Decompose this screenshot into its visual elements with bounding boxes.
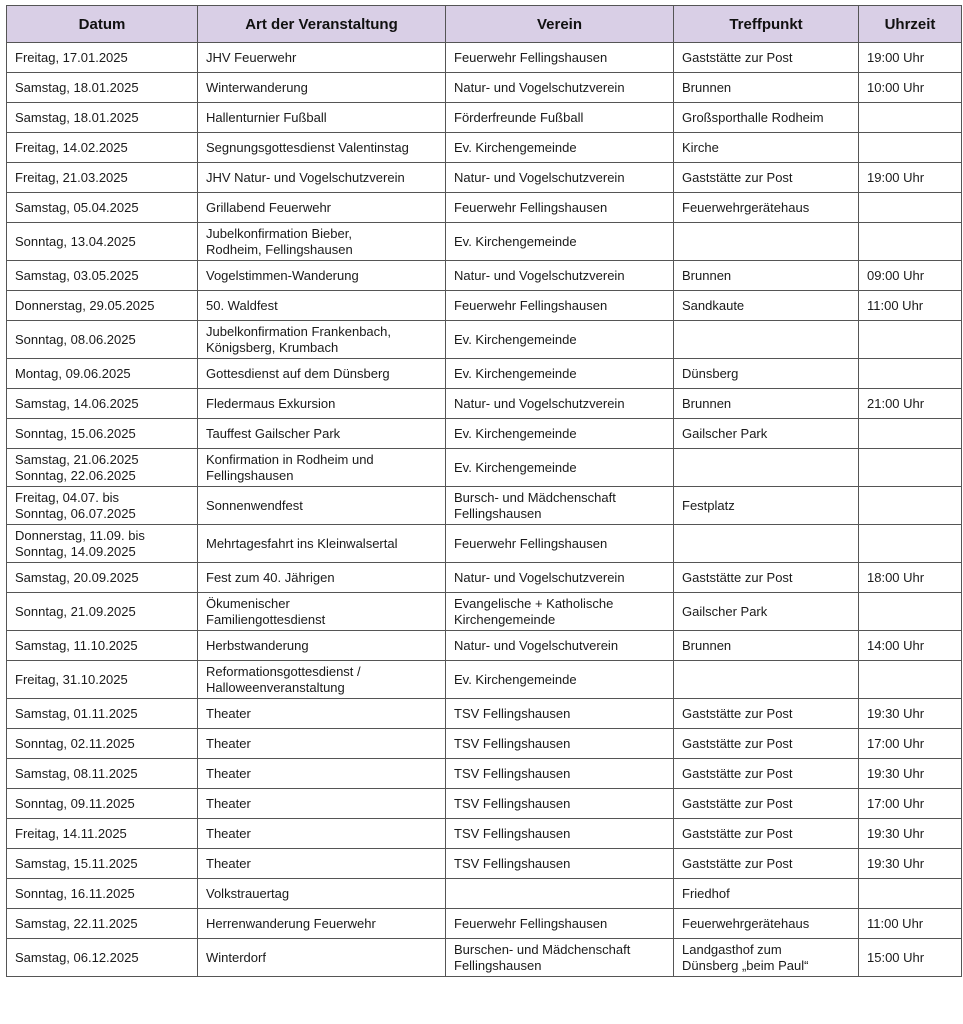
- time-cell: 21:00 Uhr: [859, 389, 962, 419]
- date-cell: Sonntag, 09.11.2025: [7, 789, 198, 819]
- meeting-point-cell: Festplatz: [674, 487, 859, 525]
- event-cell: Hallenturnier Fußball: [198, 103, 446, 133]
- club-cell: Ev. Kirchengemeinde: [446, 449, 674, 487]
- time-cell: 10:00 Uhr: [859, 73, 962, 103]
- header-verein: Verein: [446, 6, 674, 43]
- header-treffpunkt: Treffpunkt: [674, 6, 859, 43]
- event-cell: Ökumenischer Familiengottesdienst: [198, 593, 446, 631]
- event-cell: Theater: [198, 699, 446, 729]
- club-cell: Feuerwehr Fellingshausen: [446, 291, 674, 321]
- event-cell: Reformationsgottesdienst / Halloweenveranstaltung: [198, 661, 446, 699]
- table-row: [7, 487, 962, 525]
- time-cell: 19:30 Uhr: [859, 819, 962, 849]
- table-body: [7, 43, 962, 977]
- table-row: [7, 593, 962, 631]
- date-cell: Donnerstag, 29.05.2025: [7, 291, 198, 321]
- meeting-point-cell: Großsporthalle Rodheim: [674, 103, 859, 133]
- table-row: [7, 849, 962, 879]
- meeting-point-cell: Gaststätte zur Post: [674, 563, 859, 593]
- club-cell: Feuerwehr Fellingshausen: [446, 43, 674, 73]
- event-cell: Winterdorf: [198, 939, 446, 977]
- table-row: [7, 261, 962, 291]
- meeting-point-cell: [674, 321, 859, 359]
- time-cell: [859, 103, 962, 133]
- event-cell: Herrenwanderung Feuerwehr: [198, 909, 446, 939]
- table-row: [7, 73, 962, 103]
- time-cell: [859, 487, 962, 525]
- table-row: [7, 631, 962, 661]
- date-cell: Sonntag, 16.11.2025: [7, 879, 198, 909]
- time-cell: [859, 593, 962, 631]
- event-cell: Sonnenwendfest: [198, 487, 446, 525]
- header-art-der-veranstaltung: Art der Veranstaltung: [198, 6, 446, 43]
- time-cell: [859, 133, 962, 163]
- event-cell: Jubelkonfirmation Bieber, Rodheim, Fellingshausen: [198, 223, 446, 261]
- meeting-point-cell: Gailscher Park: [674, 419, 859, 449]
- event-cell: Konfirmation in Rodheim und Fellingshausen: [198, 449, 446, 487]
- time-cell: 17:00 Uhr: [859, 729, 962, 759]
- club-cell: TSV Fellingshausen: [446, 849, 674, 879]
- meeting-point-cell: Gaststätte zur Post: [674, 819, 859, 849]
- date-cell: Samstag, 20.09.2025: [7, 563, 198, 593]
- table-row: [7, 449, 962, 487]
- meeting-point-cell: Gailscher Park: [674, 593, 859, 631]
- date-cell: Samstag, 14.06.2025: [7, 389, 198, 419]
- time-cell: 19:00 Uhr: [859, 43, 962, 73]
- time-cell: [859, 525, 962, 563]
- meeting-point-cell: Friedhof: [674, 879, 859, 909]
- club-cell: Ev. Kirchengemeinde: [446, 359, 674, 389]
- event-cell: Mehrtagesfahrt ins Kleinwalsertal: [198, 525, 446, 563]
- time-cell: [859, 193, 962, 223]
- club-cell: Feuerwehr Fellingshausen: [446, 909, 674, 939]
- header-datum: Datum: [7, 6, 198, 43]
- table-row: [7, 939, 962, 977]
- meeting-point-cell: Brunnen: [674, 631, 859, 661]
- meeting-point-cell: [674, 223, 859, 261]
- date-cell: Sonntag, 21.09.2025: [7, 593, 198, 631]
- table-header-row: [7, 6, 962, 43]
- date-cell: Freitag, 31.10.2025: [7, 661, 198, 699]
- event-cell: Theater: [198, 849, 446, 879]
- meeting-point-cell: Kirche: [674, 133, 859, 163]
- table-row: [7, 699, 962, 729]
- meeting-point-cell: [674, 661, 859, 699]
- club-cell: Ev. Kirchengemeinde: [446, 661, 674, 699]
- table-row: [7, 419, 962, 449]
- club-cell: Ev. Kirchengemeinde: [446, 133, 674, 163]
- table-row: [7, 43, 962, 73]
- club-cell: TSV Fellingshausen: [446, 819, 674, 849]
- meeting-point-cell: Landgasthof zum Dünsberg „beim Paul“: [674, 939, 859, 977]
- event-cell: Fledermaus Exkursion: [198, 389, 446, 419]
- date-cell: Samstag, 05.04.2025: [7, 193, 198, 223]
- date-cell: Montag, 09.06.2025: [7, 359, 198, 389]
- meeting-point-cell: Gaststätte zur Post: [674, 729, 859, 759]
- table-row: [7, 759, 962, 789]
- club-cell: Feuerwehr Fellingshausen: [446, 193, 674, 223]
- table-row: [7, 819, 962, 849]
- club-cell: Förderfreunde Fußball: [446, 103, 674, 133]
- table-row: [7, 359, 962, 389]
- club-cell: Ev. Kirchengemeinde: [446, 321, 674, 359]
- event-cell: 50. Waldfest: [198, 291, 446, 321]
- date-cell: Sonntag, 13.04.2025: [7, 223, 198, 261]
- date-cell: Sonntag, 08.06.2025: [7, 321, 198, 359]
- table-row: [7, 525, 962, 563]
- date-cell: Sonntag, 15.06.2025: [7, 419, 198, 449]
- event-cell: Segnungsgottesdienst Valentinstag: [198, 133, 446, 163]
- date-cell: Samstag, 03.05.2025: [7, 261, 198, 291]
- meeting-point-cell: Brunnen: [674, 389, 859, 419]
- time-cell: [859, 661, 962, 699]
- event-cell: Theater: [198, 759, 446, 789]
- header-uhrzeit: Uhrzeit: [859, 6, 962, 43]
- club-cell: Ev. Kirchengemeinde: [446, 223, 674, 261]
- meeting-point-cell: Brunnen: [674, 261, 859, 291]
- meeting-point-cell: Feuerwehrgerätehaus: [674, 909, 859, 939]
- date-cell: Sonntag, 02.11.2025: [7, 729, 198, 759]
- time-cell: [859, 321, 962, 359]
- club-cell: Natur- und Vogelschutzverein: [446, 163, 674, 193]
- date-cell: Samstag, 18.01.2025: [7, 73, 198, 103]
- club-cell: Ev. Kirchengemeinde: [446, 419, 674, 449]
- event-cell: Volkstrauertag: [198, 879, 446, 909]
- table-row: [7, 909, 962, 939]
- time-cell: 11:00 Uhr: [859, 291, 962, 321]
- time-cell: [859, 359, 962, 389]
- table-row: [7, 103, 962, 133]
- event-cell: Vogelstimmen-Wanderung: [198, 261, 446, 291]
- club-cell: Natur- und Vogelschutzverein: [446, 261, 674, 291]
- date-cell: Freitag, 21.03.2025: [7, 163, 198, 193]
- club-cell: TSV Fellingshausen: [446, 699, 674, 729]
- event-cell: Fest zum 40. Jährigen: [198, 563, 446, 593]
- table-row: [7, 389, 962, 419]
- table-row: [7, 729, 962, 759]
- club-cell: Natur- und Vogelschutzverein: [446, 389, 674, 419]
- time-cell: 17:00 Uhr: [859, 789, 962, 819]
- club-cell: Evangelische + Katholische Kirchengemeinde: [446, 593, 674, 631]
- club-cell: Natur- und Vogelschutverein: [446, 631, 674, 661]
- table-row: [7, 163, 962, 193]
- event-cell: Grillabend Feuerwehr: [198, 193, 446, 223]
- meeting-point-cell: Gaststätte zur Post: [674, 163, 859, 193]
- time-cell: 18:00 Uhr: [859, 563, 962, 593]
- time-cell: 19:30 Uhr: [859, 849, 962, 879]
- meeting-point-cell: [674, 525, 859, 563]
- meeting-point-cell: Feuerwehrgerätehaus: [674, 193, 859, 223]
- meeting-point-cell: Gaststätte zur Post: [674, 699, 859, 729]
- meeting-point-cell: Gaststätte zur Post: [674, 849, 859, 879]
- club-cell: Feuerwehr Fellingshausen: [446, 525, 674, 563]
- meeting-point-cell: Sandkaute: [674, 291, 859, 321]
- event-cell: Gottesdienst auf dem Dünsberg: [198, 359, 446, 389]
- date-cell: Donnerstag, 11.09. bis Sonntag, 14.09.2025: [7, 525, 198, 563]
- date-cell: Samstag, 22.11.2025: [7, 909, 198, 939]
- club-cell: TSV Fellingshausen: [446, 759, 674, 789]
- table-row: [7, 133, 962, 163]
- table-row: [7, 661, 962, 699]
- event-cell: JHV Natur- und Vogelschutzverein: [198, 163, 446, 193]
- club-cell: [446, 879, 674, 909]
- event-cell: Jubelkonfirmation Frankenbach, Königsberg, Krumbach: [198, 321, 446, 359]
- club-cell: Natur- und Vogelschutzverein: [446, 73, 674, 103]
- event-cell: Winterwanderung: [198, 73, 446, 103]
- table-row: [7, 223, 962, 261]
- table-row: [7, 193, 962, 223]
- event-cell: Theater: [198, 819, 446, 849]
- meeting-point-cell: [674, 449, 859, 487]
- event-cell: JHV Feuerwehr: [198, 43, 446, 73]
- events-table-container: [6, 5, 961, 977]
- club-cell: TSV Fellingshausen: [446, 729, 674, 759]
- date-cell: Samstag, 11.10.2025: [7, 631, 198, 661]
- date-cell: Freitag, 14.02.2025: [7, 133, 198, 163]
- club-cell: TSV Fellingshausen: [446, 789, 674, 819]
- date-cell: Samstag, 06.12.2025: [7, 939, 198, 977]
- meeting-point-cell: Gaststätte zur Post: [674, 789, 859, 819]
- date-cell: Freitag, 14.11.2025: [7, 819, 198, 849]
- date-cell: Freitag, 17.01.2025: [7, 43, 198, 73]
- event-cell: Herbstwanderung: [198, 631, 446, 661]
- table-row: [7, 321, 962, 359]
- date-cell: Samstag, 21.06.2025 Sonntag, 22.06.2025: [7, 449, 198, 487]
- table-row: [7, 879, 962, 909]
- time-cell: [859, 879, 962, 909]
- meeting-point-cell: Gaststätte zur Post: [674, 759, 859, 789]
- events-table: [6, 5, 962, 977]
- meeting-point-cell: Brunnen: [674, 73, 859, 103]
- meeting-point-cell: Dünsberg: [674, 359, 859, 389]
- meeting-point-cell: Gaststätte zur Post: [674, 43, 859, 73]
- time-cell: [859, 419, 962, 449]
- club-cell: Bursch- und Mädchenschaft Fellingshausen: [446, 487, 674, 525]
- time-cell: 19:30 Uhr: [859, 699, 962, 729]
- time-cell: 14:00 Uhr: [859, 631, 962, 661]
- date-cell: Samstag, 18.01.2025: [7, 103, 198, 133]
- date-cell: Samstag, 15.11.2025: [7, 849, 198, 879]
- table-row: [7, 291, 962, 321]
- club-cell: Natur- und Vogelschutzverein: [446, 563, 674, 593]
- time-cell: 19:00 Uhr: [859, 163, 962, 193]
- time-cell: 19:30 Uhr: [859, 759, 962, 789]
- date-cell: Samstag, 01.11.2025: [7, 699, 198, 729]
- time-cell: [859, 223, 962, 261]
- time-cell: 11:00 Uhr: [859, 909, 962, 939]
- event-cell: Theater: [198, 729, 446, 759]
- table-row: [7, 563, 962, 593]
- time-cell: 09:00 Uhr: [859, 261, 962, 291]
- club-cell: Burschen- und Mädchenschaft Fellingshausen: [446, 939, 674, 977]
- date-cell: Freitag, 04.07. bis Sonntag, 06.07.2025: [7, 487, 198, 525]
- table-row: [7, 789, 962, 819]
- time-cell: 15:00 Uhr: [859, 939, 962, 977]
- event-cell: Tauffest Gailscher Park: [198, 419, 446, 449]
- event-cell: Theater: [198, 789, 446, 819]
- time-cell: [859, 449, 962, 487]
- date-cell: Samstag, 08.11.2025: [7, 759, 198, 789]
